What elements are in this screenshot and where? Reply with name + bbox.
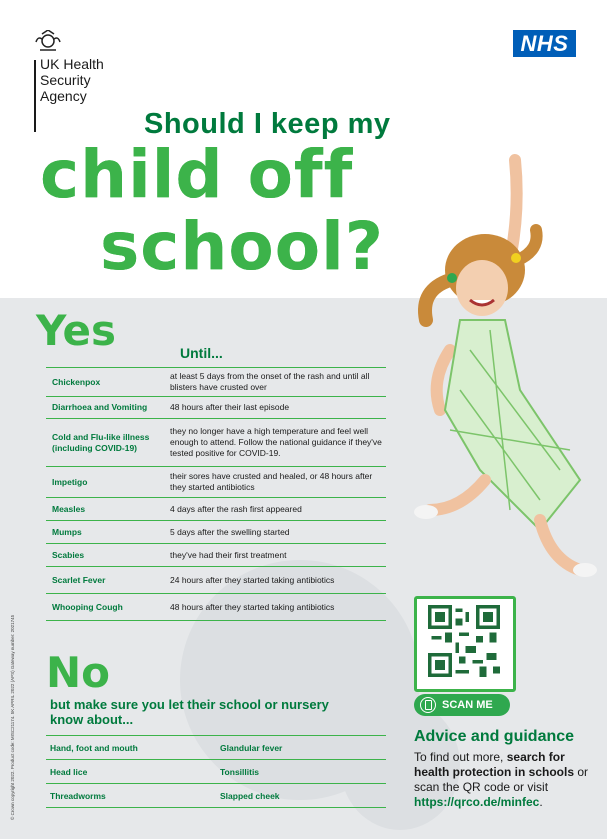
no-list: [46, 735, 386, 808]
royal-crest-icon: [34, 30, 62, 54]
exclusion-period: 24 hours after they started taking antibiotics: [166, 567, 386, 594]
exclusion-period: 48 hours after their last episode: [166, 397, 386, 419]
title-big-line-2: school?: [100, 208, 384, 285]
illness-name: Chickenpox: [46, 368, 166, 397]
illness-name: Scabies: [46, 544, 166, 567]
condition-name: Threadworms: [50, 790, 106, 801]
org-line-2: Security: [40, 72, 91, 88]
exclusion-period: at least 5 days from the onset of the rash and until all blisters have crusted over: [166, 368, 386, 397]
table-row: [46, 544, 386, 567]
condition-name: Slapped cheek: [220, 790, 280, 801]
until-heading: Until...: [180, 345, 223, 361]
illness-name: Impetigo: [46, 467, 166, 498]
illness-name: Whooping Cough: [46, 594, 166, 621]
scan-me-label: SCAN ME: [442, 699, 493, 711]
table-row: [46, 467, 386, 498]
advice-heading: Advice and guidance: [414, 728, 575, 745]
condition-name: Tonsillitis: [220, 766, 260, 777]
exclusion-period: 5 days after the swelling started: [166, 521, 386, 544]
org-name: [40, 56, 150, 104]
advice-text-bold: search for health protection in schools: [414, 750, 575, 779]
qr-code[interactable]: [428, 605, 500, 677]
exclusion-period: they no longer have a high temperature and feel well enough to attend. Follow the national guidance if they've tested positive for COVID-19.: [166, 419, 386, 467]
advice-text-end: .: [539, 795, 543, 809]
phone-icon: [420, 697, 436, 713]
table-row: [46, 567, 386, 594]
illness-name: Cold and Flu-like illness (including COVID-19): [46, 419, 166, 467]
exclusion-period: 48 hours after they started taking antibiotics: [166, 594, 386, 621]
nhs-logo: NHS: [513, 30, 576, 57]
table-row: [46, 498, 386, 521]
list-item: [46, 735, 386, 760]
yes-table: [46, 367, 386, 621]
no-heading: No: [46, 648, 111, 697]
illness-name: Scarlet Fever: [46, 567, 166, 594]
advice-text-pre: To find out more,: [414, 750, 507, 764]
exclusion-period: they've had their first treatment: [166, 544, 386, 567]
exclusion-period: their sores have crusted and healed, or 48 hours after they started antibiotics: [166, 467, 386, 498]
table-row: [46, 397, 386, 419]
yes-heading: Yes: [36, 306, 117, 355]
condition-name: Glandular fever: [220, 742, 283, 753]
logo-divider: [34, 60, 36, 132]
title-big-line-1: child off: [40, 136, 354, 213]
advice-url-link[interactable]: https://qrco.de/minfec: [414, 795, 540, 809]
list-item: [46, 784, 386, 808]
table-row: [46, 521, 386, 544]
table-row: [46, 419, 386, 467]
scan-me-button[interactable]: [414, 694, 510, 716]
copyright-sidebar: © Crown copyright 2022. Product code: MISC21174. 5K APRIL 2022 (APS) Gateway number: 2021745: [10, 614, 15, 820]
illness-name: Measles: [46, 498, 166, 521]
illness-name: Diarrhoea and Vomiting: [46, 397, 166, 419]
table-row: [46, 368, 386, 397]
exclusion-period: 4 days after the rash first appeared: [166, 498, 386, 521]
list-item: [46, 760, 386, 784]
qr-code-frame: [414, 596, 516, 692]
org-line-1: UK Health: [40, 56, 104, 72]
org-line-3: Agency: [40, 88, 87, 104]
condition-name: Hand, foot and mouth: [50, 742, 138, 753]
advice-text: [414, 750, 599, 810]
ukhsa-logo: [34, 30, 104, 104]
jumping-girl-illustration: [390, 150, 607, 580]
title-question: Should I keep my: [144, 108, 391, 140]
condition-name: Head lice: [50, 766, 88, 777]
advice-text-post: or scan the QR code or visit: [414, 765, 589, 794]
illness-name: Mumps: [46, 521, 166, 544]
table-row: [46, 594, 386, 621]
no-subheading: but make sure you let their school or nursery know about...: [50, 697, 329, 727]
